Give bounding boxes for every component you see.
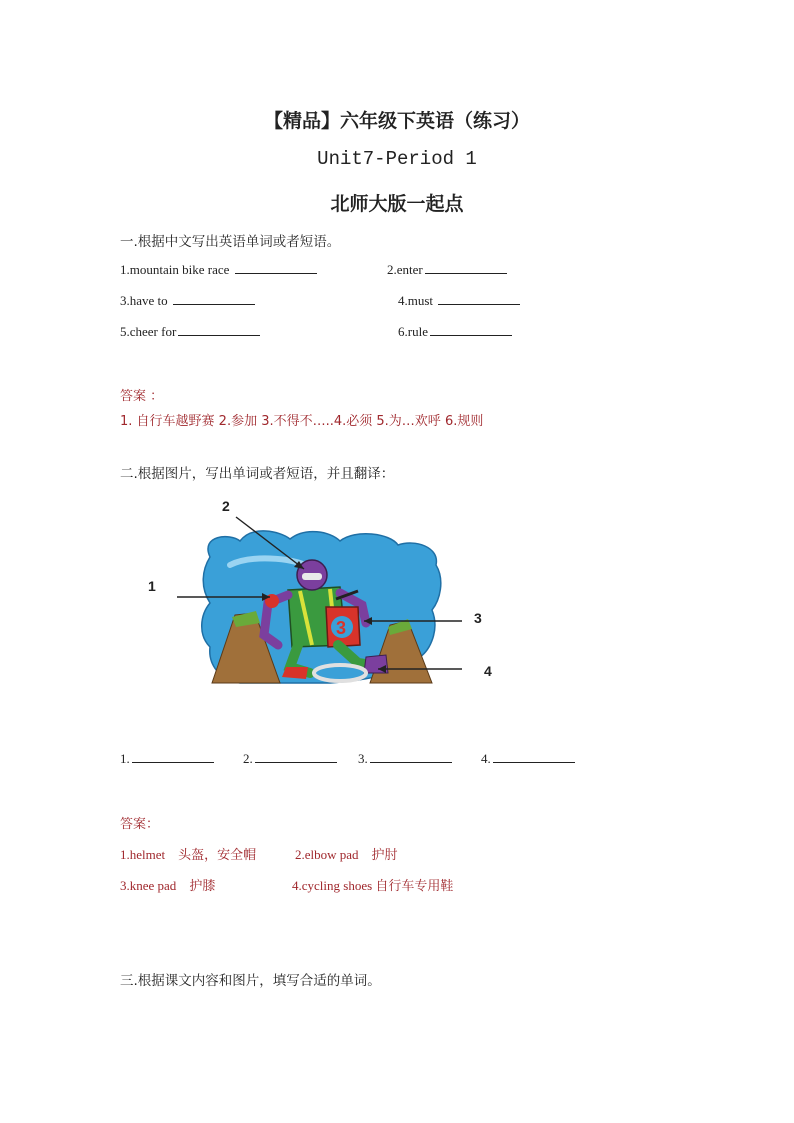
unit-subtitle: Unit7-Period 1	[317, 148, 477, 170]
section2-heading: 二.根据图片，写出单词或者短语，并且翻译：	[120, 466, 395, 482]
answer-blank[interactable]	[255, 750, 337, 763]
answer-blank[interactable]	[438, 292, 520, 305]
s2-answer-2: 2.elbow pad 护肘	[295, 847, 398, 863]
s2-blank-4: 4.	[481, 750, 575, 767]
s1-item-6: 6.rule	[398, 323, 512, 340]
callout-1: 1	[148, 578, 156, 594]
answer-blank[interactable]	[425, 261, 507, 274]
callout-2: 2	[222, 498, 230, 514]
page-title: 【精品】六年级下英语（练习）	[263, 110, 530, 132]
motocross-illustration	[140, 495, 520, 695]
section1-heading: 一.根据中文写出英语单词或者短语。	[120, 234, 341, 250]
s1-answer-label: 答案 ：	[120, 389, 164, 404]
s2-answer-label: 答案：	[120, 817, 160, 832]
edition-title: 北师大版一起点	[330, 193, 464, 215]
answer-blank[interactable]	[370, 750, 452, 763]
s1-item-2: 2.enter	[387, 261, 507, 278]
answer-blank[interactable]	[430, 323, 512, 336]
svg-text:3: 3	[336, 618, 347, 638]
section3-heading: 三.根据课文内容和图片，填写合适的单词。	[120, 973, 381, 989]
answer-blank[interactable]	[173, 292, 255, 305]
s2-blank-2: 2.	[243, 750, 337, 767]
s2-answer-1: 1.helmet 头盔，安全帽	[120, 847, 257, 863]
s2-answer-4: 4.cycling shoes 自行车专用鞋	[292, 878, 454, 894]
s1-item-4: 4.must	[398, 292, 520, 309]
s2-blank-3: 3.	[358, 750, 452, 767]
answer-blank[interactable]	[178, 323, 260, 336]
answer-blank[interactable]	[132, 750, 214, 763]
s2-blank-1: 1.	[120, 750, 214, 767]
answer-blank[interactable]	[235, 261, 317, 274]
callout-3: 3	[474, 610, 482, 626]
s1-item-5: 5.cheer for	[120, 323, 260, 340]
s1-item-3: 3.have to	[120, 292, 255, 309]
s2-answer-3: 3.knee pad 护膝	[120, 878, 216, 894]
callout-4: 4	[484, 663, 492, 679]
answer-blank[interactable]	[493, 750, 575, 763]
s1-item-1: 1.mountain bike race	[120, 261, 317, 278]
s1-answer-text: 1. 自行车越野赛 2.参加 3.不得不…..4.必须 5.为…欢呼 6.规则	[120, 414, 484, 429]
